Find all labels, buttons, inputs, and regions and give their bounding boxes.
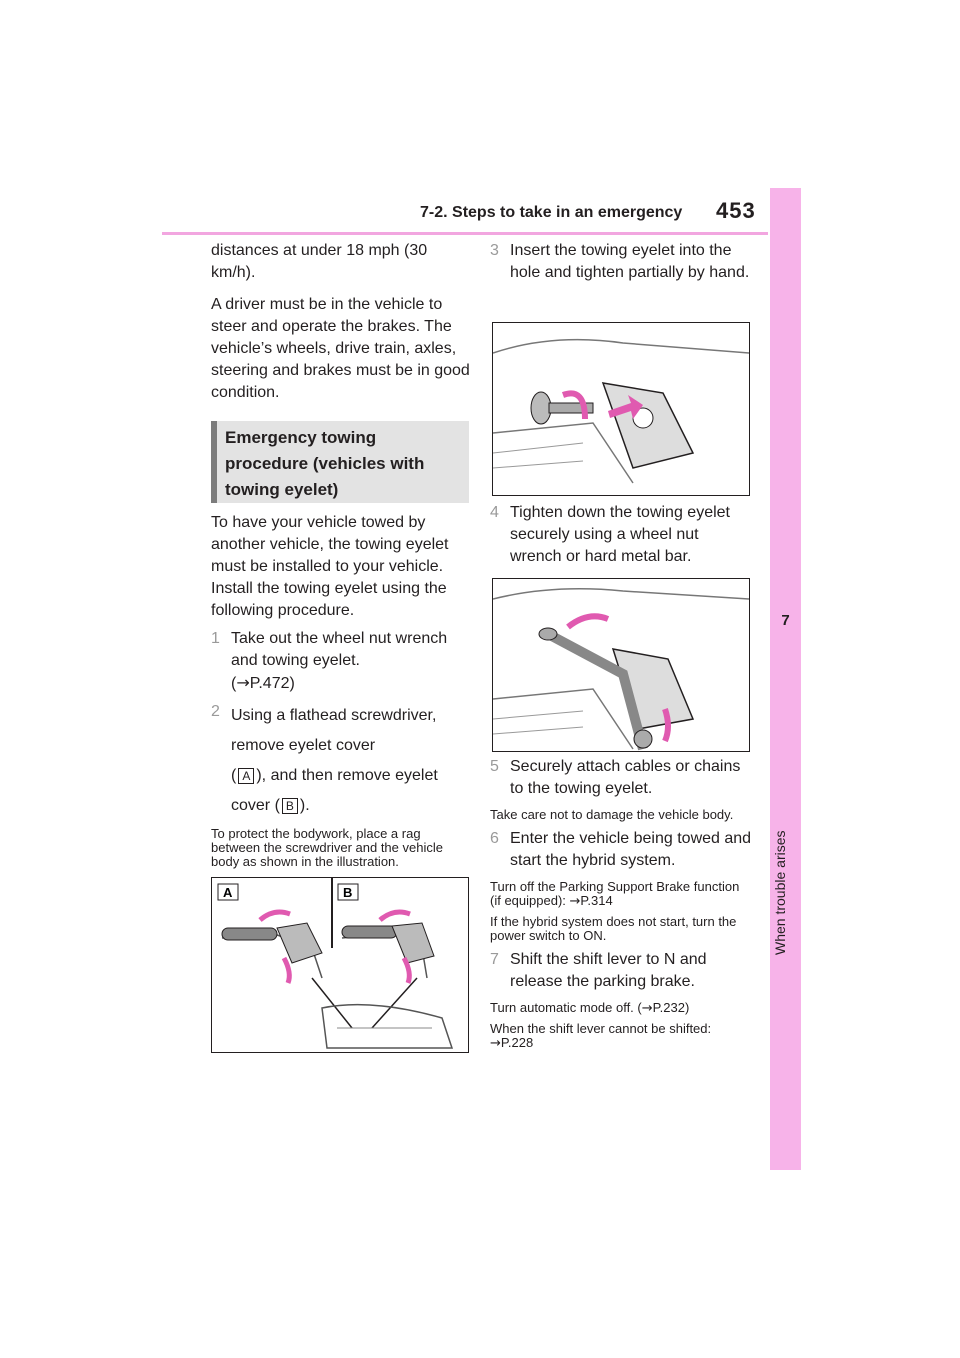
illustration-tighten-eyelet — [492, 578, 750, 752]
section-heading: Emergency towing procedure (vehicles with towing eyelet) — [211, 421, 469, 503]
figure-label-a: A — [223, 885, 233, 900]
arrow-right-icon: → — [569, 894, 581, 909]
left-column-lower — [211, 512, 471, 875]
note-automatic-mode: Turn automatic mode off. (→P.232) — [490, 1000, 690, 1016]
left-column — [211, 240, 471, 414]
right-column-top — [490, 240, 752, 290]
arrow-right-icon: → — [236, 673, 250, 692]
right-column-mid — [490, 502, 752, 574]
illustration-remove-covers — [211, 877, 469, 1053]
step-text: ). — [299, 797, 310, 814]
step-text: Enter the vehicle being towed and start the hybrid system. — [510, 830, 752, 869]
step-3 — [490, 240, 752, 284]
step-text: Using a flathead screwdriver, remove eyelet cover — [231, 707, 437, 754]
note-vehicle-body: Take care not to damage the vehicle body. — [490, 807, 734, 822]
chapter-side-tab — [770, 188, 801, 1170]
step-text: Take out the wheel nut wrench and towing eyelet. — [231, 630, 448, 669]
step-text: Insert the towing eyelet into the hole and tighten partially by hand. — [510, 242, 750, 281]
chapter-number: 7 — [781, 612, 790, 629]
figure-label-b: B — [343, 885, 353, 900]
page-reference[interactable]: P.228 — [500, 1035, 534, 1050]
step-number: 1 — [211, 630, 220, 647]
step-1: 1 Take out the wheel nut wrench and towing eyelet. (→P.472) — [211, 628, 471, 695]
step-number: 7 — [490, 951, 499, 968]
step-text: Securely attach cables or chains to the towing eyelet. — [510, 758, 741, 797]
note-power-switch: If the hybrid system does not start, turn the power switch to ON. — [490, 914, 737, 943]
arrow-right-icon: → — [490, 1036, 501, 1051]
remove-covers-drawing — [212, 878, 468, 1052]
arrow-right-icon: → — [641, 1001, 653, 1016]
insert-eyelet-drawing — [493, 323, 749, 495]
label-a-box: A — [238, 768, 254, 784]
label-b-box: B — [282, 798, 298, 814]
right-column-lower — [490, 756, 752, 1057]
paragraph-driver: A driver must be in the vehicle to steer and operate the brakes. The vehicle’s wheels, drive train, axles, steering and brakes must be in good condition. — [211, 296, 470, 401]
step-7 — [490, 949, 752, 993]
step-number: 3 — [490, 242, 499, 259]
step-number: 5 — [490, 758, 499, 775]
page-reference[interactable]: P.232) — [652, 1000, 690, 1015]
step-2: 2 Using a flathead screwdriver, remove eyelet cover ( A ), and then remove eyelet cover ( B ). — [211, 701, 471, 821]
step-text: ), and then remove eyelet cover ( — [231, 767, 438, 814]
tighten-eyelet-drawing — [493, 579, 749, 751]
step-5 — [490, 756, 752, 800]
note-parking-support: Turn off the Parking Support Brake function (if equipped): →P.314 — [490, 879, 740, 909]
chapter-label: When trouble arises — [772, 830, 788, 955]
note-shift-lever: When the shift lever cannot be shifted: →P.228 — [490, 1021, 712, 1051]
step-6 — [490, 828, 752, 872]
paragraph-continued: distances at under 18 mph (30 km/h). — [211, 242, 428, 281]
step-text: Tighten down the towing eyelet securely using a wheel nut wrench or hard metal bar. — [510, 504, 730, 565]
step-number: 2 — [211, 703, 220, 720]
intro-paragraph: To have your vehicle towed by another vehicle, the towing eyelet must be installed to your vehicle. Install the towing eyelet using the following procedure. — [211, 514, 449, 619]
step-number: 6 — [490, 830, 499, 847]
page-reference[interactable]: P.472 — [249, 675, 290, 692]
header-rule — [162, 232, 768, 235]
illustration-insert-eyelet — [492, 322, 750, 496]
step-4 — [490, 502, 752, 568]
step-text: Shift the shift lever to N and release the parking brake. — [510, 951, 707, 990]
note-protect-bodywork: To protect the bodywork, place a rag between the screwdriver and the vehicle body as shown in the illustration. — [211, 826, 443, 869]
step-number: 4 — [490, 504, 499, 521]
page-number: 453 — [716, 198, 756, 223]
page-header-title: 7-2. Steps to take in an emergency — [420, 204, 683, 221]
page-reference[interactable]: P.314 — [580, 893, 613, 908]
